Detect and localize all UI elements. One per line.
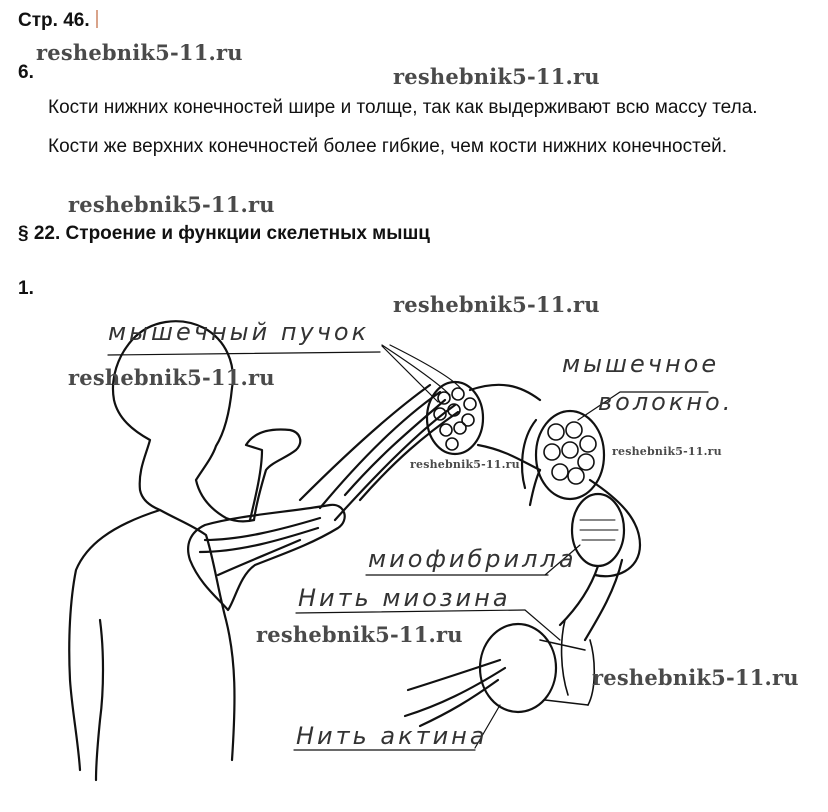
watermark: reshebnik5-11.ru: [393, 292, 600, 317]
watermark: reshebnik5-11.ru: [592, 665, 799, 690]
task-6-answer: Кости нижних конечностей шире и толще, так как выдерживают всю массу тела. Кости же верхних конечностей более гибкие, чем кости нижних конечностей.: [48, 97, 758, 157]
task-1-number: 1.: [18, 278, 34, 299]
section-title: § 22. Строение и функции скелетных мышц: [18, 223, 430, 244]
filament-section: [480, 624, 556, 712]
label-myofibril: миофибрилла: [368, 545, 577, 573]
watermark: reshebnik5-11.ru: [68, 192, 275, 217]
watermark: reshebnik5-11.ru: [410, 458, 520, 471]
watermark: reshebnik5-11.ru: [612, 445, 722, 458]
label-muscle-fiber-1: мышечное: [562, 350, 720, 378]
watermark: reshebnik5-11.ru: [256, 622, 463, 647]
watermark: reshebnik5-11.ru: [36, 40, 243, 65]
watermark: reshebnik5-11.ru: [68, 365, 275, 390]
label-muscle-bundle: мышечный пучок: [108, 318, 370, 346]
muscle-fiber-section: [536, 411, 604, 499]
label-muscle-fiber-2: волокно.: [598, 388, 734, 416]
task-6-number: 6.: [18, 62, 34, 83]
page-number: Стр. 46.: [18, 10, 98, 32]
label-myosin: Нить миозина: [298, 584, 511, 612]
watermark: reshebnik5-11.ru: [393, 64, 600, 89]
label-actin: Нить актина: [296, 722, 488, 750]
